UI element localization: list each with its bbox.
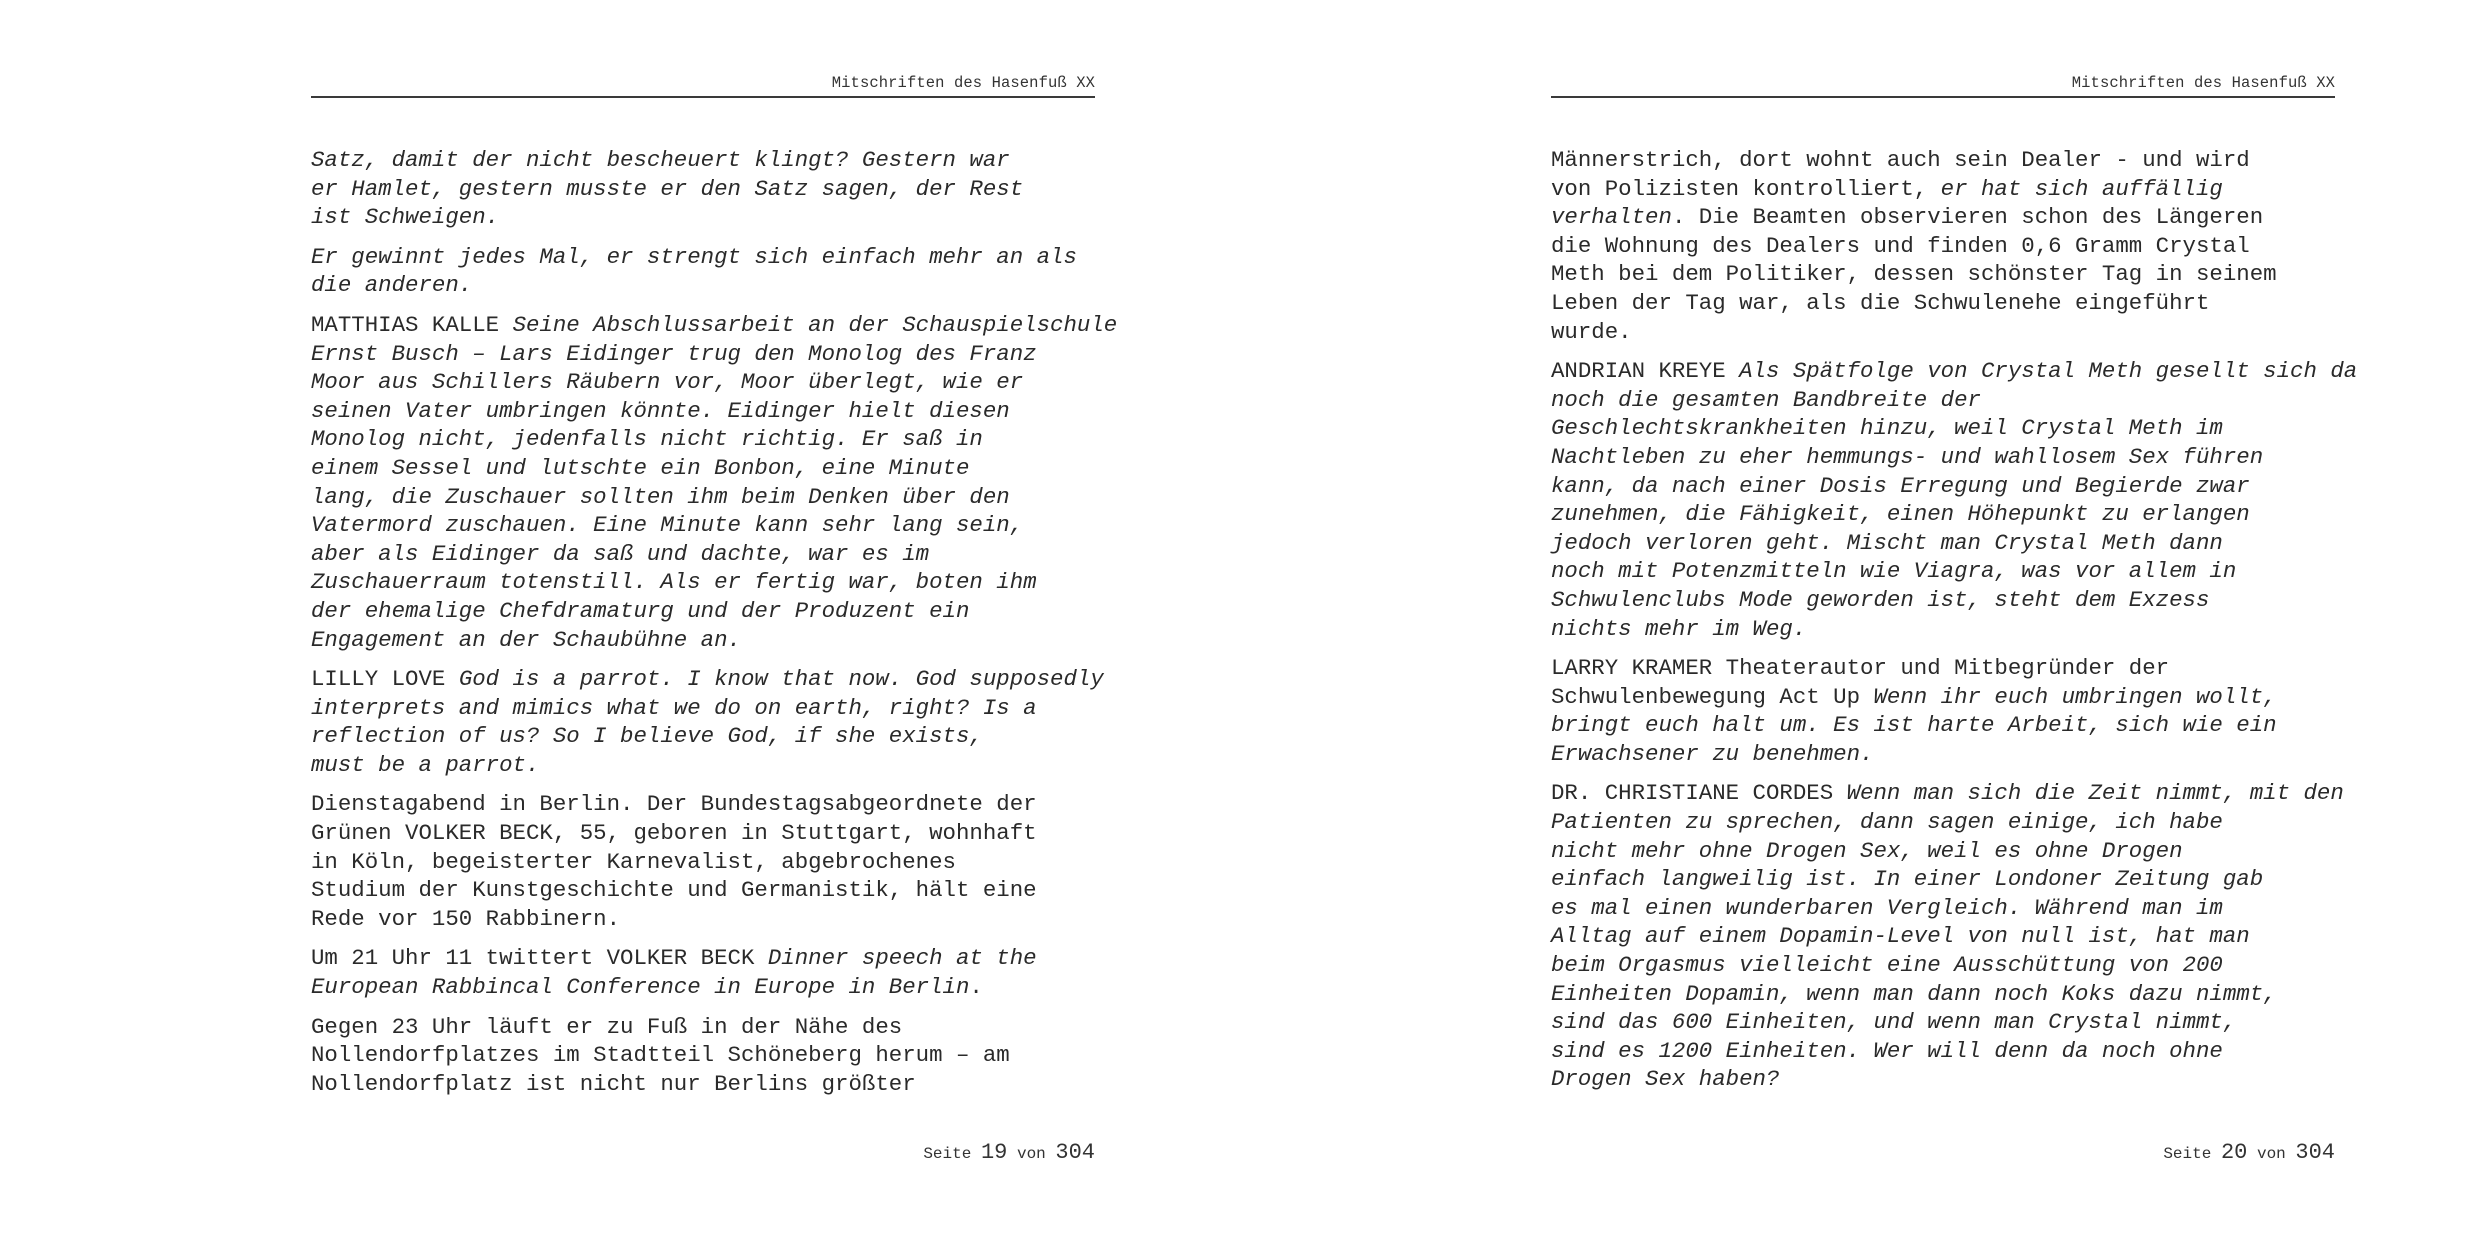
page-body: [1551, 146, 2358, 1105]
text-line: [311, 568, 1101, 597]
running-header: Mitschriften des Hasenfuß XX: [831, 74, 1095, 92]
running-header: Mitschriften des Hasenfuß XX: [2071, 74, 2335, 92]
italic-text: Vatermord zuschauen. Eine Minute kann sehr lang sein,: [311, 512, 1024, 539]
italic-text: must be a parrot.: [311, 751, 540, 778]
text-line: [1551, 683, 2341, 712]
text-line: [311, 175, 1101, 204]
footer-of: von: [1016, 1145, 1046, 1163]
text-line: [311, 665, 1104, 694]
italic-text: Wenn man sich die Zeit nimmt, mit den: [1846, 780, 2344, 807]
paragraph: [311, 243, 1101, 300]
italic-text: Erwachsener zu benehmen.: [1551, 740, 1874, 767]
paragraph: [1551, 357, 2358, 643]
text: DR. CHRISTIANE CORDES: [1551, 780, 1847, 807]
italic-text: er hat sich auffällig: [1940, 175, 2223, 202]
italic-text: Einheiten Dopamin, wenn man dann noch Koks dazu nimmt,: [1551, 980, 2277, 1007]
text-line: [1551, 711, 2341, 740]
italic-text: interprets and mimics what we do on earth, right? Is a: [311, 694, 1037, 721]
text-line: [311, 540, 1101, 569]
italic-text: er Hamlet, gestern musste er den Satz sagen, der Rest: [311, 175, 1024, 202]
text-line: [311, 146, 1101, 175]
header-rule: [1551, 96, 2335, 98]
italic-text: sind das 600 Einheiten, und wenn man Crystal nimmt,: [1551, 1009, 2237, 1036]
page-footer: [311, 1140, 1095, 1165]
text: Um 21 Uhr 11 twittert VOLKER BECK: [311, 945, 768, 972]
italic-text: noch die gesamten Bandbreite der: [1551, 386, 1981, 413]
footer-of: von: [2256, 1145, 2286, 1163]
text-line: [311, 483, 1101, 512]
text-line: [1551, 740, 2341, 769]
text-line: [311, 790, 1101, 819]
italic-text: nichts mehr im Weg.: [1551, 615, 1807, 642]
text-line: [311, 511, 1101, 540]
italic-text: sind es 1200 Einheiten. Wer will denn da noch ohne: [1551, 1037, 2223, 1064]
text: Leben der Tag war, als die Schwulenehe eingeführt: [1551, 289, 2210, 316]
text-line: [1551, 318, 2341, 347]
italic-text: Patienten zu sprechen, dann sagen einige, ich habe: [1551, 809, 2223, 836]
footer-label: Seite: [2163, 1145, 2212, 1163]
italic-text: Er gewinnt jedes Mal, er strengt sich einfach mehr an als: [311, 243, 1077, 270]
text-line: [311, 454, 1101, 483]
text-line: [311, 944, 1101, 973]
text: die Wohnung des Dealers und finden 0,6 Gramm Crystal: [1551, 232, 2250, 259]
text-line: [311, 848, 1101, 877]
italic-text: Wenn ihr euch umbringen wollt,: [1873, 683, 2277, 710]
italic-text: es mal einen wunderbaren Vergleich. Während man im: [1551, 894, 2223, 921]
italic-text: seinen Vater umbringen könnte. Eidinger hielt diesen: [311, 397, 1010, 424]
footer-page-number: 20: [2220, 1140, 2248, 1165]
text-line: [1551, 615, 2341, 644]
text-line: [1551, 1065, 2341, 1094]
text-line: [1551, 1037, 2341, 1066]
italic-text: nicht mehr ohne Drogen Sex, weil es ohne Drogen: [1551, 837, 2183, 864]
italic-text: bringt euch halt um. Es ist harte Arbeit, sich wie ein: [1551, 712, 2277, 739]
italic-text: lang, die Zuschauer sollten ihm beim Denken über den: [311, 483, 1010, 510]
text-line: [311, 694, 1101, 723]
italic-text: Ernst Busch – Lars Eidinger trug den Monolog des Franz: [311, 340, 1037, 367]
paragraph: [311, 944, 1101, 1001]
footer-page-total: 304: [2295, 1140, 2335, 1165]
italic-text: Alltag auf einem Dopamin-Level von null ist, hat man: [1551, 923, 2250, 950]
italic-text: Moor aus Schillers Räubern vor, Moor überlegt, wie er: [311, 369, 1024, 396]
text-line: [1551, 586, 2341, 615]
italic-text: Satz, damit der nicht bescheuert klingt? Gestern war: [311, 147, 1010, 173]
page-right: [1240, 0, 2480, 1240]
text-line: [1551, 980, 2341, 1009]
text-line: [311, 722, 1101, 751]
text-line: [311, 905, 1101, 934]
text-line: [311, 243, 1101, 272]
text: Rede vor 150 Rabbinern.: [311, 905, 621, 932]
text-line: [1551, 865, 2341, 894]
text-line: [1551, 894, 2341, 923]
paragraph: [311, 790, 1101, 933]
text-line: [311, 876, 1101, 905]
text-line: [1551, 203, 2341, 232]
text-line: [311, 1070, 1101, 1099]
text-line: [1551, 500, 2341, 529]
italic-text: Seine Abschlussarbeit an der Schauspielschule: [512, 311, 1118, 338]
header-rule: [311, 96, 1095, 98]
text-line: [1551, 443, 2341, 472]
italic-text: einfach langweilig ist. In einer Londoner Zeitung gab: [1551, 866, 2264, 893]
text-line: [1551, 779, 2344, 808]
text: Dienstagabend in Berlin. Der Bundestagsabgeordnete der: [311, 791, 1037, 818]
italic-text: einem Sessel und lutschte ein Bonbon, eine Minute: [311, 454, 970, 481]
italic-text: Schwulenclubs Mode geworden ist, steht dem Exzess: [1551, 586, 2210, 613]
paragraph: [311, 146, 1101, 232]
italic-text: Geschlechtskrankheiten hinzu, weil Crystal Meth im: [1551, 415, 2223, 442]
italic-text: Monolog nicht, jedenfalls nicht richtig. Er saß in: [311, 426, 983, 453]
italic-text: Engagement an der Schaubühne an.: [311, 626, 741, 653]
italic-text: aber als Eidinger da saß und dachte, war es im: [311, 540, 930, 567]
text-line: [311, 397, 1101, 426]
text-line: [311, 368, 1101, 397]
italic-text: noch mit Potenzmitteln wie Viagra, was vor allem in: [1551, 558, 2237, 585]
paragraph: [1551, 146, 2341, 346]
text-line: [311, 597, 1101, 626]
text-line: [1551, 557, 2341, 586]
page-body: [311, 146, 1118, 1109]
text: MATTHIAS KALLE: [311, 311, 513, 338]
paragraph: [1551, 779, 2344, 1094]
text: .: [969, 974, 983, 1001]
text-line: [311, 203, 1101, 232]
paragraph: [311, 311, 1118, 654]
text-line: [1551, 529, 2341, 558]
text: Gegen 23 Uhr läuft er zu Fuß in der Nähe des: [311, 1013, 903, 1040]
italic-text: jedoch verloren geht. Mischt man Crystal Meth dann: [1551, 529, 2223, 556]
italic-text: Nachtleben zu eher hemmungs- und wahllosem Sex führen: [1551, 443, 2264, 470]
text: wurde.: [1551, 318, 1632, 345]
text-line: [1551, 472, 2341, 501]
italic-text: zunehmen, die Fähigkeit, einen Höhepunkt zu erlangen: [1551, 501, 2250, 528]
paragraph: [311, 665, 1104, 779]
text: von Polizisten kontrolliert,: [1551, 175, 1941, 202]
text-line: [1551, 1008, 2341, 1037]
text-line: [311, 1041, 1101, 1070]
footer-page-number: 19: [980, 1140, 1008, 1165]
text-line: [311, 751, 1101, 780]
italic-text: der ehemalige Chefdramaturg und der Produzent ein: [311, 597, 970, 624]
text-line: [311, 340, 1101, 369]
italic-text: God is a parrot. I know that now. God supposedly: [458, 666, 1104, 693]
text-line: [1551, 260, 2341, 289]
text-line: [1551, 654, 2341, 683]
text-line: [1551, 386, 2341, 415]
italic-text: Als Spätfolge von Crystal Meth gesellt sich da: [1739, 358, 2358, 385]
text-line: [311, 1013, 1101, 1042]
text-line: [311, 819, 1101, 848]
text-line: [1551, 175, 2341, 204]
italic-text: beim Orgasmus vielleicht eine Ausschüttung von 200: [1551, 952, 2223, 979]
text: Nollendorfplatz ist nicht nur Berlins größter: [311, 1070, 916, 1097]
italic-text: ist Schweigen.: [311, 204, 500, 231]
paragraph: [311, 1013, 1101, 1099]
text: Schwulenbewegung Act Up: [1551, 683, 1874, 710]
italic-text: Zuschauerraum totenstill. Als er fertig war, boten ihm: [311, 569, 1037, 596]
italic-text: verhalten: [1551, 204, 1672, 231]
text-line: [1551, 232, 2341, 261]
text-line: [1551, 922, 2341, 951]
text: Nollendorfplatzes im Stadtteil Schöneberg herum – am: [311, 1042, 1010, 1069]
text-line: [1551, 289, 2341, 318]
italic-text: Dinner speech at the: [767, 945, 1037, 972]
italic-text: die anderen.: [311, 272, 473, 299]
text-line: [1551, 951, 2341, 980]
text: Grünen VOLKER BECK, 55, geboren in Stuttgart, wohnhaft: [311, 820, 1037, 847]
text: Meth bei dem Politiker, dessen schönster Tag in seinem: [1551, 261, 2277, 288]
text: LILLY LOVE: [311, 666, 459, 693]
page-footer: [1551, 1140, 2335, 1165]
text-line: [311, 973, 1101, 1002]
italic-text: kann, da nach einer Dosis Erregung und Begierde zwar: [1551, 472, 2250, 499]
text-line: [1551, 357, 2358, 386]
text-line: [1551, 414, 2341, 443]
text-line: [311, 311, 1118, 340]
text: in Köln, begeisterter Karnevalist, abgebrochenes: [311, 848, 956, 875]
text-line: [1551, 837, 2341, 866]
text: Männerstrich, dort wohnt auch sein Dealer - und wird: [1551, 147, 2250, 173]
text: . Die Beamten observieren schon des Längeren: [1671, 204, 2264, 231]
italic-text: European Rabbincal Conference in Europe in Berlin: [311, 974, 970, 1001]
text-line: [1551, 808, 2341, 837]
text: LARRY KRAMER Theaterautor und Mitbegründer der: [1551, 655, 2170, 682]
footer-label: Seite: [923, 1145, 972, 1163]
paragraph: [1551, 654, 2341, 768]
italic-text: Drogen Sex haben?: [1551, 1066, 1780, 1093]
text-line: [311, 626, 1101, 655]
italic-text: reflection of us? So I believe God, if she exists,: [311, 723, 983, 750]
text: ANDRIAN KREYE: [1551, 358, 1740, 385]
footer-page-total: 304: [1055, 1140, 1095, 1165]
text-line: [311, 271, 1101, 300]
text: Studium der Kunstgeschichte und Germanistik, hält eine: [311, 877, 1037, 904]
text-line: [1551, 146, 2341, 175]
text-line: [311, 425, 1101, 454]
